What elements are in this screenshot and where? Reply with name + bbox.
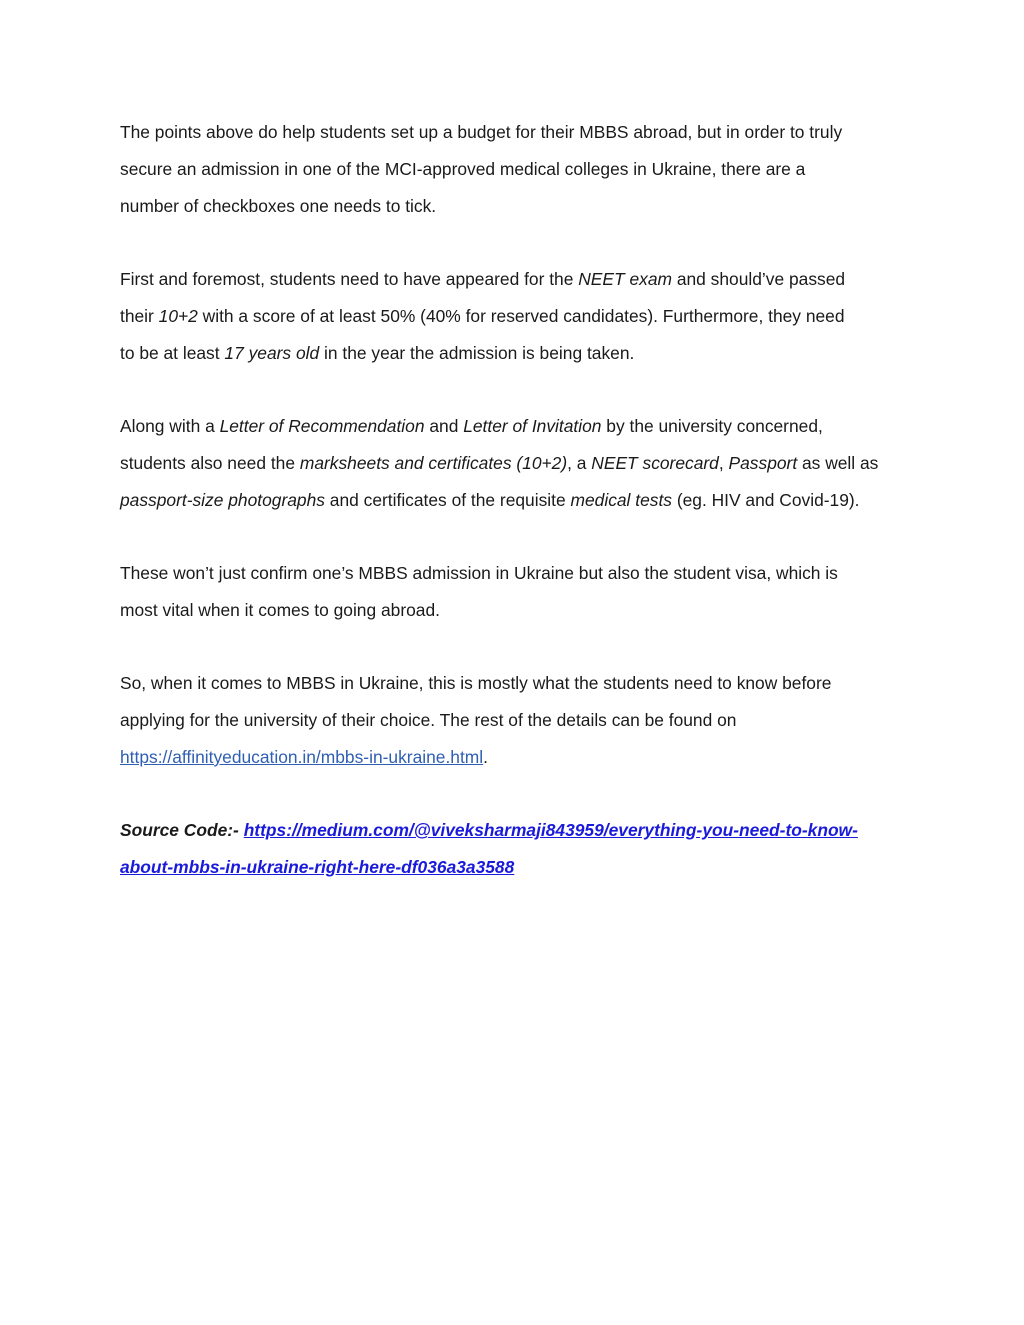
paragraph-summary (120, 665, 920, 776)
emphasis-medical-tests: medical tests (570, 490, 672, 510)
emphasis-photographs: passport-size photographs (120, 490, 325, 510)
text-segment: their (120, 306, 159, 326)
emphasis-neet-scorecard: NEET scorecard (591, 453, 719, 473)
text-line (120, 445, 920, 482)
text-line: most vital when it comes to going abroad. (120, 600, 440, 620)
text-segment: (eg. HIV and Covid-19). (671, 490, 860, 510)
text-line (120, 261, 920, 298)
affinity-education-link[interactable]: https://affinityeducation.in/mbbs-in-ukraine.html (120, 747, 484, 767)
text-line (120, 812, 920, 849)
text-line (120, 849, 920, 886)
paragraph-documents (120, 408, 920, 519)
emphasis-10-plus-2: 10+2 (158, 306, 198, 326)
text-line: secure an admission in one of the MCI-approved medical colleges in Ukraine, there are a (120, 159, 806, 179)
text-line: The points above do help students set up a budget for their MBBS abroad, but in order to truly (120, 122, 843, 142)
emphasis-marksheets: marksheets and certificates (10+2) (299, 453, 568, 473)
text-segment: to be at least (120, 343, 225, 363)
emphasis-passport: Passport (728, 453, 798, 473)
paragraph-visa (120, 555, 920, 629)
text-segment: Along with a (120, 416, 220, 436)
emphasis-neet-exam: NEET exam (578, 269, 672, 289)
text-segment: by the university concerned, (601, 416, 823, 436)
text-line (120, 408, 920, 445)
text-segment: , a (567, 453, 592, 473)
emphasis-age: 17 years old (224, 343, 320, 363)
text-segment: and should’ve passed (671, 269, 846, 289)
text-segment: with a score of at least 50% (40% for reserved candidates). Furthermore, they need (197, 306, 845, 326)
text-segment: in the year the admission is being taken. (319, 343, 635, 363)
paragraph-eligibility (120, 261, 920, 372)
source-code-label: Source Code:- (120, 820, 244, 840)
emphasis-letter-of-recommendation: Letter of Recommendation (219, 416, 425, 436)
text-line: number of checkboxes one needs to tick. (120, 196, 437, 216)
document-page (120, 114, 920, 922)
text-segment: students also need the (120, 453, 300, 473)
text-line: So, when it comes to MBBS in Ukraine, this is mostly what the students need to know before (120, 673, 832, 693)
text-segment: , (718, 453, 729, 473)
text-segment: and certificates of the requisite (324, 490, 571, 510)
text-line: These won’t just confirm one’s MBBS admission in Ukraine but also the student visa, which is (120, 563, 838, 583)
text-line (120, 335, 920, 372)
medium-article-link[interactable]: https://medium.com/@viveksharmaji843959/everything-you-need-to-know- (243, 820, 858, 840)
text-line: applying for the university of their choice. The rest of the details can be found on (120, 710, 737, 730)
text-segment: First and foremost, students need to have appeared for the (120, 269, 579, 289)
emphasis-letter-of-invitation: Letter of Invitation (463, 416, 602, 436)
paragraph-budget (120, 114, 920, 225)
text-segment: and (424, 416, 464, 436)
text-line (120, 298, 920, 335)
text-line (120, 482, 920, 519)
source-code-paragraph (120, 812, 920, 886)
text-segment: as well as (797, 453, 879, 473)
text-segment: . (483, 747, 488, 767)
medium-article-link-continued[interactable]: about-mbbs-in-ukraine-right-here-df036a3a3588 (120, 857, 515, 877)
text-line (120, 739, 920, 776)
